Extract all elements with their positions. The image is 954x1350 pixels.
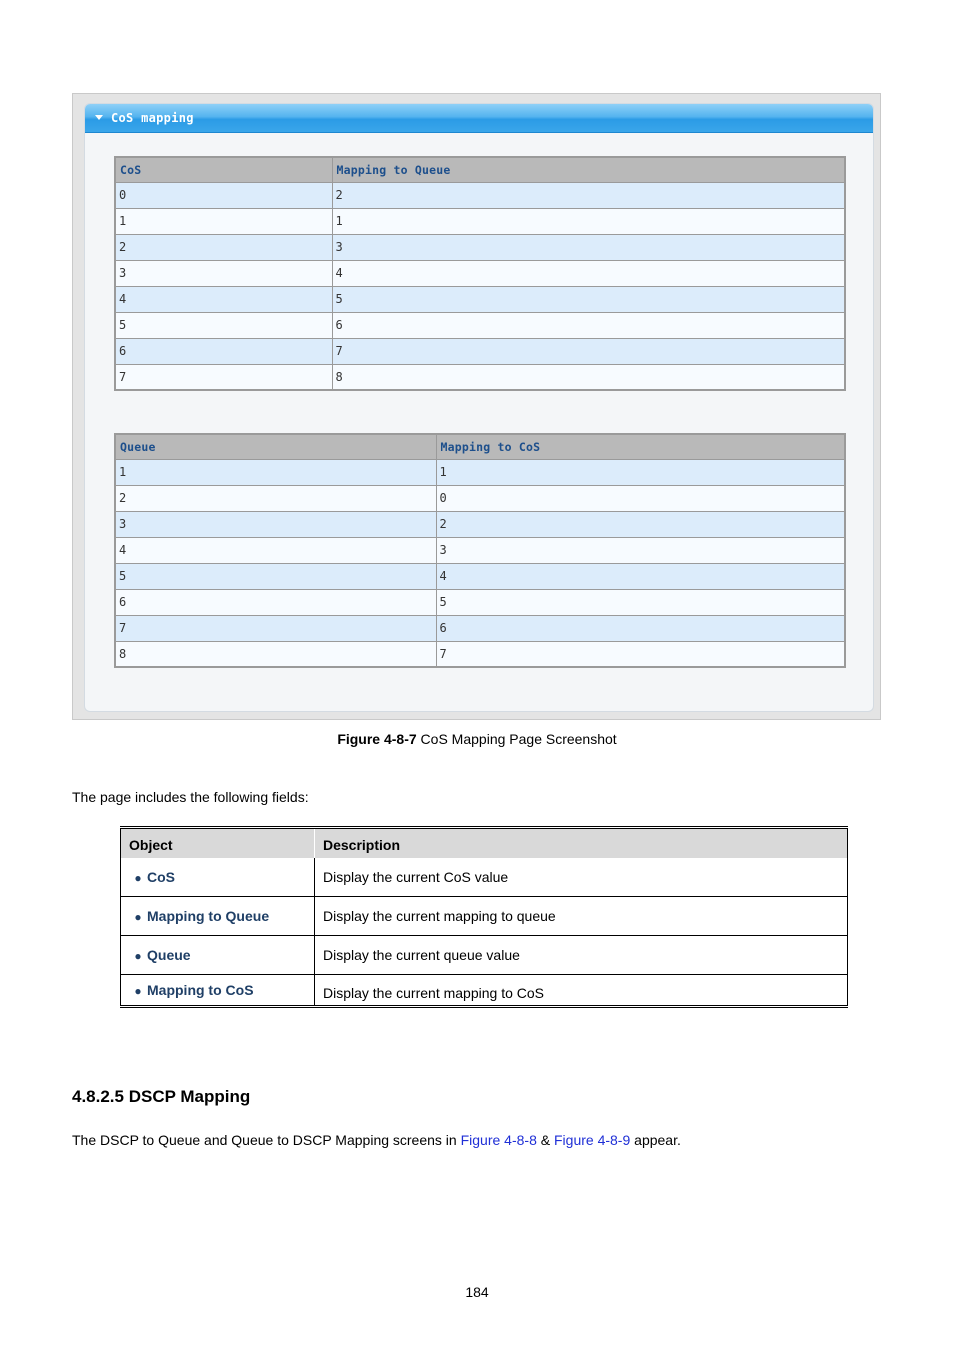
object-name: CoS: [147, 868, 175, 885]
table-row: [121, 936, 848, 975]
table-row: [115, 485, 845, 511]
object-name: Mapping to CoS: [147, 982, 254, 998]
col-header-queue: Queue: [115, 434, 436, 459]
paragraph-text: appear.: [630, 1132, 681, 1148]
cos-cell: 1: [436, 459, 845, 485]
queue-cell: 3: [115, 511, 436, 537]
panel-title: CoS mapping: [111, 111, 194, 125]
cos-to-queue-table: [114, 156, 846, 391]
table-row: [115, 511, 845, 537]
screenshot-frame: [72, 93, 881, 720]
cos-cell: 7: [115, 364, 332, 390]
cos-cell: 3: [436, 537, 845, 563]
table-row: [115, 641, 845, 667]
queue-cell: 4: [115, 537, 436, 563]
paragraph-text: The DSCP to Queue and Queue to DSCP Mapping screens in: [72, 1132, 461, 1148]
description-cell: Display the current CoS value: [315, 858, 848, 897]
table-row: [115, 563, 845, 589]
cos-cell: 0: [115, 182, 332, 208]
panel-header[interactable]: [85, 104, 873, 133]
figure-label: Figure 4-8-7: [337, 731, 417, 747]
col-header-mapping-to-cos: Mapping to CoS: [436, 434, 845, 459]
queue-cell: 8: [332, 364, 845, 390]
section-heading: 4.8.2.5 DSCP Mapping: [72, 1087, 251, 1106]
table-row: [115, 312, 845, 338]
cos-cell: 2: [115, 234, 332, 260]
table-row: [115, 338, 845, 364]
queue-cell: 1: [332, 208, 845, 234]
bullet-icon: ●: [134, 870, 142, 885]
bullet-icon: ●: [134, 984, 142, 998]
col-header-object: Object: [121, 828, 315, 858]
cos-cell: 6: [115, 338, 332, 364]
object-cell: [121, 897, 315, 936]
col-header-description: Description: [315, 828, 848, 858]
description-cell: Display the current mapping to CoS: [315, 975, 848, 1007]
cos-cell: 0: [436, 485, 845, 511]
object-cell: [121, 936, 315, 975]
table-row: [115, 182, 845, 208]
bullet-icon: ●: [134, 910, 142, 924]
table-row: [121, 897, 848, 936]
figure-caption-text: CoS Mapping Page Screenshot: [416, 731, 617, 747]
queue-cell: 2: [115, 485, 436, 511]
cos-cell: 3: [115, 260, 332, 286]
queue-cell: 5: [332, 286, 845, 312]
table-row: [115, 234, 845, 260]
queue-cell: 7: [115, 615, 436, 641]
table-row: [115, 615, 845, 641]
table-row: [115, 459, 845, 485]
table-row: [115, 208, 845, 234]
queue-cell: 2: [332, 182, 845, 208]
queue-cell: 4: [332, 260, 845, 286]
queue-cell: 3: [332, 234, 845, 260]
col-header-cos: CoS: [115, 157, 332, 182]
table-row: [115, 589, 845, 615]
table-row: [121, 858, 848, 897]
cos-cell: 7: [436, 641, 845, 667]
figure-caption: [0, 731, 954, 747]
object-cell: [121, 858, 315, 897]
cos-cell: 1: [115, 208, 332, 234]
col-header-mapping-to-queue: Mapping to Queue: [332, 157, 845, 182]
figure-4-8-8-link[interactable]: Figure 4-8-8: [460, 1132, 537, 1148]
cos-mapping-panel: [84, 103, 874, 712]
queue-cell: 6: [115, 589, 436, 615]
cos-cell: 5: [115, 312, 332, 338]
paragraph-text: &: [536, 1132, 554, 1148]
cos-cell: 2: [436, 511, 845, 537]
queue-cell: 7: [332, 338, 845, 364]
cos-cell: 4: [436, 563, 845, 589]
cos-cell: 6: [436, 615, 845, 641]
queue-cell: 6: [332, 312, 845, 338]
object-name: Queue: [147, 947, 191, 963]
queue-cell: 8: [115, 641, 436, 667]
queue-cell: 1: [115, 459, 436, 485]
dscp-paragraph: [72, 1132, 681, 1148]
table-row: [115, 537, 845, 563]
collapse-triangle-icon[interactable]: [95, 115, 103, 120]
table-row: [115, 286, 845, 312]
fields-table: [120, 826, 848, 1008]
description-cell: Display the current queue value: [315, 936, 848, 975]
queue-cell: 5: [115, 563, 436, 589]
intro-text: The page includes the following fields:: [72, 789, 309, 805]
bullet-icon: ●: [134, 949, 142, 963]
object-cell: [121, 975, 315, 1007]
description-cell: Display the current mapping to queue: [315, 897, 848, 936]
object-name: Mapping to Queue: [147, 908, 270, 924]
table-row: [121, 975, 848, 1007]
cos-cell: 4: [115, 286, 332, 312]
table-row: [115, 260, 845, 286]
figure-4-8-9-link[interactable]: Figure 4-8-9: [554, 1132, 631, 1148]
queue-to-cos-table: [114, 433, 846, 668]
table-row: [115, 364, 845, 390]
cos-cell: 5: [436, 589, 845, 615]
page-number: 184: [465, 1284, 489, 1300]
